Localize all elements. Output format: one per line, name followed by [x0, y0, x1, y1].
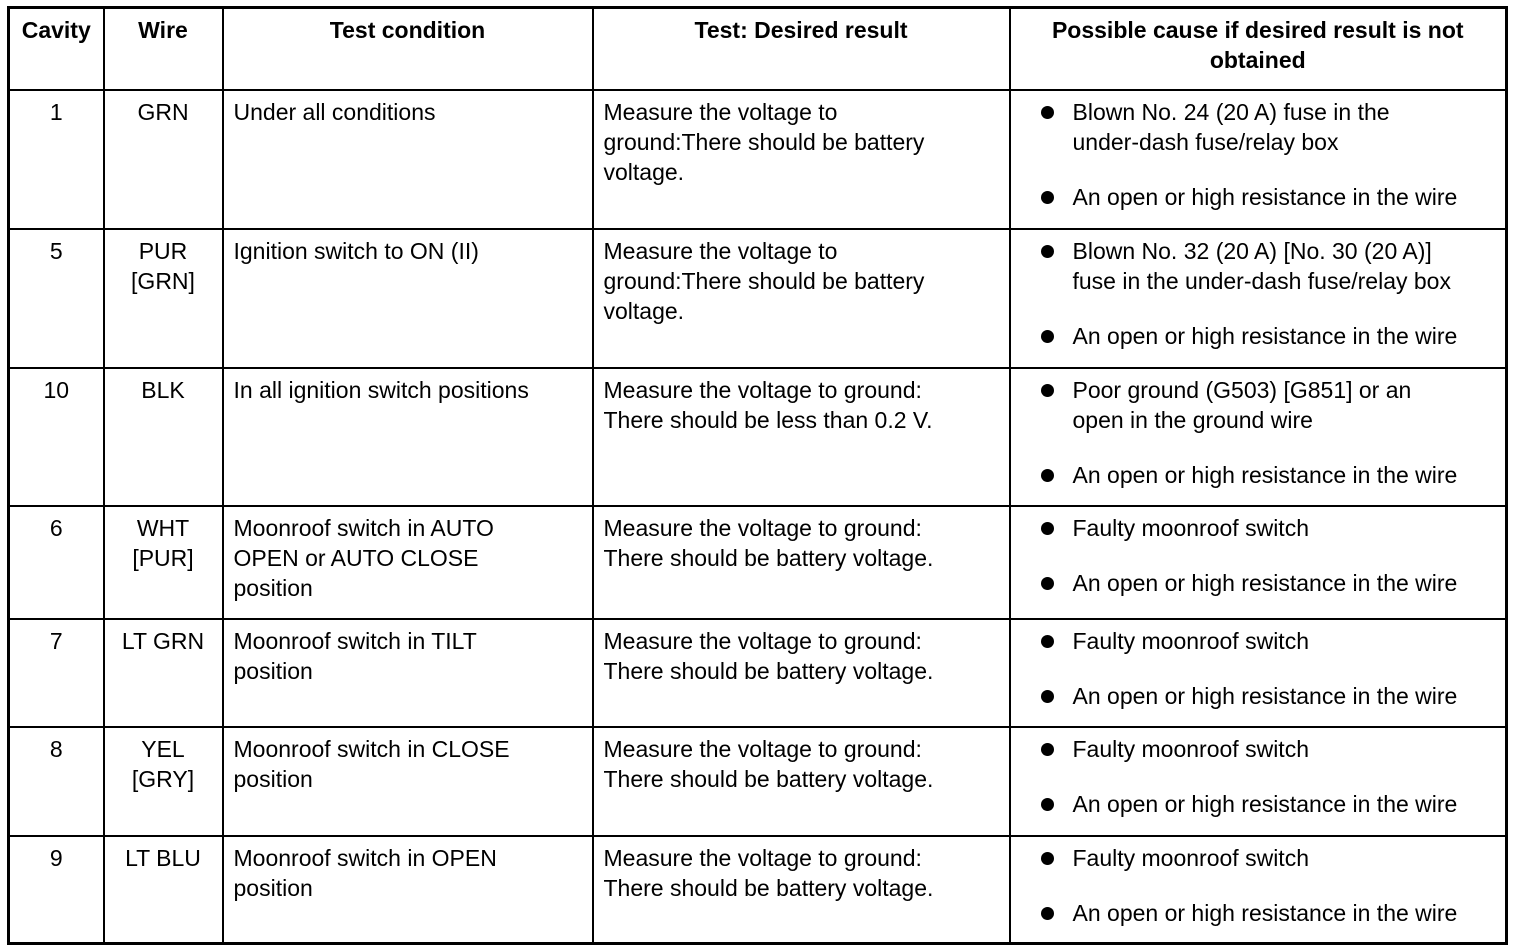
cause-line: An open or high resistance in the wire: [1072, 569, 1458, 596]
test-condition-cell: [223, 836, 593, 944]
wire-cell-line: BLK: [141, 376, 185, 403]
cavity-cell: 9: [9, 836, 104, 944]
cause-line: An open or high resistance in the wire: [1072, 899, 1458, 926]
cause-list: [1035, 734, 1498, 819]
cavity-cell: 10: [9, 368, 104, 506]
bullet-icon: [1041, 106, 1054, 119]
table-row: [9, 506, 1507, 619]
bullet-icon: [1041, 522, 1054, 535]
desired-result-cell-line: voltage.: [603, 158, 685, 185]
possible-cause-cell: [1010, 229, 1507, 368]
bullet-icon: [1041, 191, 1054, 204]
wire-cell-line: LT BLU: [125, 844, 201, 871]
bullet-icon: [1041, 245, 1054, 258]
desired-result-cell: [593, 368, 1010, 506]
table-row: [9, 90, 1507, 229]
cause-item: [1035, 734, 1498, 764]
cause-list: [1035, 236, 1498, 351]
cause-line: An open or high resistance in the wire: [1072, 790, 1458, 817]
cause-list: [1035, 513, 1498, 598]
test-condition-cell-line: Moonroof switch in AUTO: [233, 514, 494, 541]
bullet-icon: [1041, 330, 1054, 343]
bullet-icon: [1041, 690, 1054, 703]
cause-item: [1035, 321, 1498, 351]
cause-line: Blown No. 24 (20 A) fuse in the: [1072, 98, 1390, 125]
wire-cell-line: GRN: [137, 98, 189, 125]
test-condition-cell-line: position: [233, 657, 313, 684]
desired-result-cell-line: ground:There should be battery: [603, 267, 925, 294]
cause-list: [1035, 626, 1498, 711]
test-condition-cell: [223, 727, 593, 836]
cause-item: [1035, 236, 1498, 296]
cause-line: Faulty moonroof switch: [1072, 735, 1309, 762]
cause-item: [1035, 460, 1498, 490]
cause-list: [1035, 97, 1498, 212]
bullet-icon: [1041, 577, 1054, 590]
test-condition-cell-line: Moonroof switch in TILT: [233, 627, 477, 654]
wire-cell: [104, 836, 223, 944]
cavity-cell: 1: [9, 90, 104, 229]
bullet-icon: [1041, 798, 1054, 811]
cause-list: [1035, 843, 1498, 928]
desired-result-cell: [593, 619, 1010, 727]
cause-line: Faulty moonroof switch: [1072, 514, 1309, 541]
cause-line: Faulty moonroof switch: [1072, 627, 1309, 654]
desired-result-cell-line: Measure the voltage to: [603, 237, 838, 264]
desired-result-cell: [593, 727, 1010, 836]
test-condition-cell-line: Under all conditions: [233, 98, 436, 125]
cause-line: under-dash fuse/relay box: [1072, 128, 1339, 155]
wire-cell: [104, 368, 223, 506]
test-condition-cell: [223, 619, 593, 727]
bullet-icon: [1041, 743, 1054, 756]
cause-line: open in the ground wire: [1072, 406, 1313, 433]
desired-result-cell: [593, 836, 1010, 944]
cause-line: Faulty moonroof switch: [1072, 844, 1309, 871]
test-condition-cell: [223, 229, 593, 368]
cause-item: [1035, 97, 1498, 157]
table-row: [9, 727, 1507, 836]
wire-cell: [104, 727, 223, 836]
desired-result-cell: [593, 506, 1010, 619]
cavity-cell: 5: [9, 229, 104, 368]
cause-list: [1035, 375, 1498, 490]
desired-result-cell-line: Measure the voltage to ground:: [603, 376, 922, 403]
cause-line: An open or high resistance in the wire: [1072, 461, 1458, 488]
wire-cell-line: LT GRN: [121, 627, 205, 654]
possible-cause-cell: [1010, 836, 1507, 944]
desired-result-cell-line: ground:There should be battery: [603, 128, 925, 155]
header-test-condition: Test condition: [223, 8, 593, 90]
cause-item: [1035, 513, 1498, 543]
test-condition-cell-line: position: [233, 874, 313, 901]
cause-line: An open or high resistance in the wire: [1072, 322, 1458, 349]
header-wire: Wire: [104, 8, 223, 90]
desired-result-cell-line: There should be battery voltage.: [603, 544, 934, 571]
test-condition-cell-line: In all ignition switch positions: [233, 376, 529, 403]
test-condition-cell: [223, 506, 593, 619]
test-condition-cell-line: position: [233, 765, 313, 792]
wire-cell: [104, 90, 223, 229]
test-condition-cell-line: Moonroof switch in CLOSE: [233, 735, 510, 762]
bullet-icon: [1041, 469, 1054, 482]
cavity-cell: 8: [9, 727, 104, 836]
desired-result-cell-line: voltage.: [603, 297, 685, 324]
possible-cause-cell: [1010, 90, 1507, 229]
possible-cause-cell: [1010, 727, 1507, 836]
cause-line: fuse in the under-dash fuse/relay box: [1072, 267, 1451, 294]
cause-line: An open or high resistance in the wire: [1072, 682, 1458, 709]
cause-item: [1035, 843, 1498, 873]
wire-cell: [104, 506, 223, 619]
test-condition-cell-line: position: [233, 574, 313, 601]
desired-result-cell: [593, 90, 1010, 229]
cause-item: [1035, 626, 1498, 656]
desired-result-cell-line: Measure the voltage to ground:: [603, 735, 922, 762]
cavity-cell: 7: [9, 619, 104, 727]
cause-item: [1035, 789, 1498, 819]
cause-item: [1035, 568, 1498, 598]
wire-cell-line: WHT: [136, 514, 190, 541]
wire-cell-line: [GRN]: [131, 267, 195, 294]
bullet-icon: [1041, 907, 1054, 920]
cause-item: [1035, 182, 1498, 212]
connector-test-table: [7, 6, 1508, 945]
cavity-cell: 6: [9, 506, 104, 619]
header-row: [9, 8, 1507, 90]
desired-result-cell-line: Measure the voltage to ground:: [603, 844, 922, 871]
cause-item: [1035, 898, 1498, 928]
test-condition-cell-line: Moonroof switch in OPEN: [233, 844, 497, 871]
table-row: [9, 836, 1507, 944]
header-desired-result: Test: Desired result: [593, 8, 1010, 90]
table-row: [9, 619, 1507, 727]
wire-cell-line: [PUR]: [132, 544, 194, 571]
possible-cause-cell: [1010, 368, 1507, 506]
desired-result-cell-line: Measure the voltage to ground:: [603, 514, 922, 541]
table-row: [9, 229, 1507, 368]
desired-result-cell-line: Measure the voltage to: [603, 98, 838, 125]
desired-result-cell-line: There should be less than 0.2 V.: [603, 406, 933, 433]
desired-result-cell: [593, 229, 1010, 368]
desired-result-cell-line: There should be battery voltage.: [603, 874, 934, 901]
bullet-icon: [1041, 384, 1054, 397]
wire-cell-line: [GRY]: [131, 765, 195, 792]
header-possible-cause: Possible cause if desired result is not obtained: [1010, 8, 1507, 90]
test-condition-cell: [223, 368, 593, 506]
possible-cause-cell: [1010, 619, 1507, 727]
wire-cell: [104, 229, 223, 368]
bullet-icon: [1041, 635, 1054, 648]
table-row: [9, 368, 1507, 506]
bullet-icon: [1041, 852, 1054, 865]
wire-cell-line: YEL: [141, 735, 185, 762]
wire-cell: [104, 619, 223, 727]
possible-cause-cell: [1010, 506, 1507, 619]
desired-result-cell-line: There should be battery voltage.: [603, 765, 934, 792]
header-cavity: Cavity: [9, 8, 104, 90]
cause-item: [1035, 375, 1498, 435]
wire-cell-line: PUR: [138, 237, 188, 264]
test-condition-cell-line: OPEN or AUTO CLOSE: [233, 544, 479, 571]
cause-line: Blown No. 32 (20 A) [No. 30 (20 A)]: [1072, 237, 1432, 264]
test-condition-cell: [223, 90, 593, 229]
cause-item: [1035, 681, 1498, 711]
table-body: [9, 90, 1507, 944]
cause-line: Poor ground (G503) [G851] or an: [1072, 376, 1412, 403]
desired-result-cell-line: There should be battery voltage.: [603, 657, 934, 684]
desired-result-cell-line: Measure the voltage to ground:: [603, 627, 922, 654]
cause-line: An open or high resistance in the wire: [1072, 183, 1458, 210]
test-condition-cell-line: Ignition switch to ON (II): [233, 237, 479, 264]
